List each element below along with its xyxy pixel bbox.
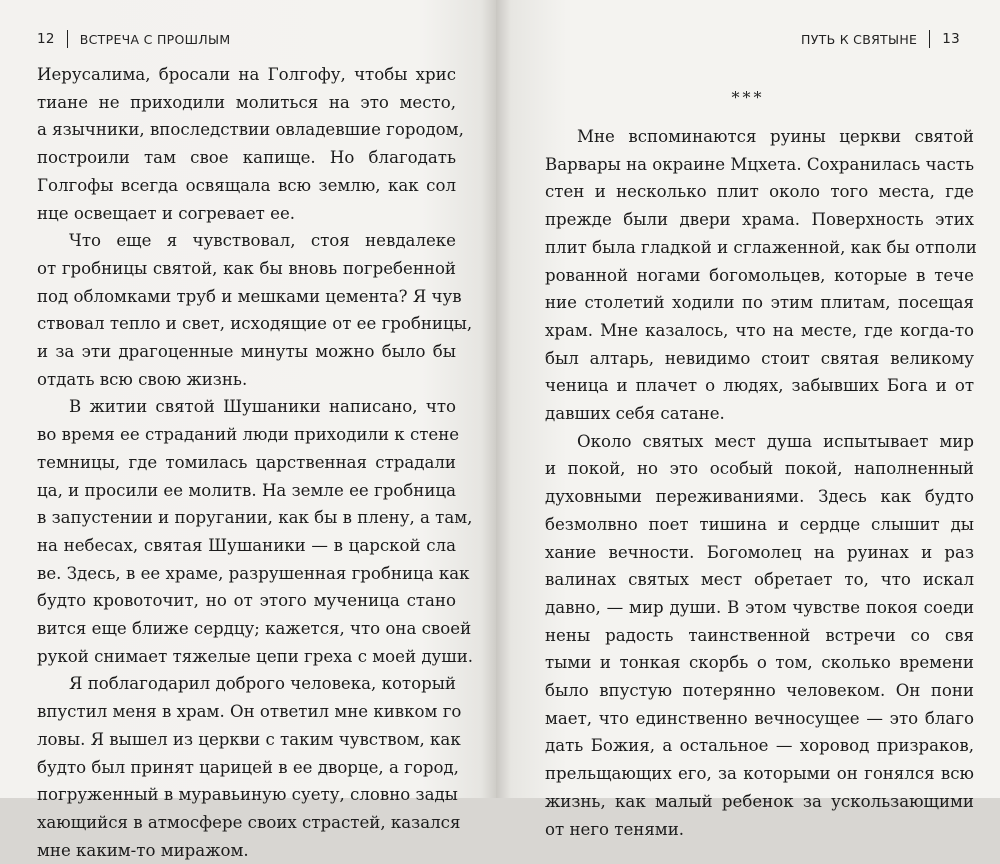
text-line: нце освещает и согревает ее. (37, 203, 296, 223)
text-line: Я поблагодарил доброго человека, который (69, 674, 456, 694)
paragraph (37, 393, 474, 670)
text-line: ченица и плачет о людях, забывших Бога и от (545, 376, 974, 396)
text-line: дать Божия, а остальное — хоровод призраков, (545, 736, 974, 756)
text-line: Мне вспоминаются руины церкви святой (577, 127, 974, 146)
text-line: ца, и просили ее молитв. На земле ее гробница (37, 480, 456, 500)
text-line: от него тенями. (545, 819, 685, 839)
text-line: в запустении и поругании, как бы в плену, а там, (37, 508, 473, 528)
text-line: ствовал тепло и свет, исходящие от ее гробницы, (37, 314, 473, 334)
text-line: Что еще я чувствовал, стоя невдалеке (69, 231, 456, 251)
text-line: будто был принят царицей в ее дворце, а город, (37, 757, 459, 777)
paragraph (545, 123, 977, 428)
text-line: а язычники, впоследствии овладевшие городом, (37, 120, 464, 140)
text-line: валинах святых мест обретает то, что искал (545, 570, 974, 590)
left-chapter-title: ВСТРЕЧА С ПРОШЛЫМ (79, 31, 231, 47)
text-line: мне каким-то миражом. (37, 840, 249, 860)
paragraph (37, 670, 462, 864)
text-line: во время ее страданий люди приходили к стене (37, 425, 460, 445)
text-line: безмолвно поет тишина и сердце слышит ды (545, 514, 974, 534)
text-line: прежде были двери храма. Поверхность этих (545, 210, 974, 230)
paragraph (545, 428, 974, 844)
text-line: впустил меня в храм. Он ответил мне кивком го (37, 702, 462, 722)
header-divider (67, 30, 68, 48)
text-line: Иерусалима, бросали на Голгофу, чтобы хрис (37, 65, 456, 84)
text-line: прельщающих его, за которыми он гонялся всю (545, 764, 974, 784)
text-line: под обломками труб и мешками цемента? Я чув (37, 286, 462, 306)
text-line: духовными переживаниями. Здесь как будто (545, 487, 974, 507)
text-line: тыми и тонкая скорбь о том, сколько времени (545, 653, 974, 673)
text-line: плит была гладкой и сглаженной, как бы отполи (545, 237, 977, 257)
right-body-text (545, 123, 977, 843)
text-line: и покой, но это особый покой, наполненный (545, 459, 974, 479)
text-line: нены радость таинственной встречи со свя (545, 625, 974, 645)
text-line: отдать всю свою жизнь. (37, 369, 248, 389)
left-page (0, 0, 496, 860)
text-line: ловы. Я вышел из церкви с таким чувством, как (37, 729, 461, 749)
left-running-head (37, 30, 230, 48)
text-line: давно, — мир души. В этом чувстве покоя соеди (545, 597, 974, 617)
paragraph (37, 61, 464, 227)
text-line: рованной ногами богомольцев, которые в тече (545, 265, 974, 285)
text-line: рукой снимает тяжелые цепи греха с моей души. (37, 646, 474, 666)
left-page-number: 12 (37, 31, 55, 47)
text-line: давших себя сатане. (545, 404, 725, 424)
text-line: вится еще ближе сердцу; кажется, что она своей (37, 619, 472, 639)
text-line: Около святых мест душа испытывает мир (577, 431, 974, 451)
text-line: мает, что единственно вечносущее — это благо (545, 708, 974, 728)
right-page (496, 0, 1000, 839)
text-line: будто кровоточит, но от этого мученица стано (37, 591, 456, 611)
left-body-text (37, 61, 474, 864)
text-line: было впустую потерянно человеком. Он пони (545, 681, 974, 701)
right-running-head (801, 30, 960, 48)
text-line: и за эти драгоценные минуты можно было бы (37, 342, 456, 362)
text-line: построили там свое капище. Но благодать (37, 148, 456, 168)
text-line: тиане не приходили молиться на это место, (37, 92, 456, 112)
text-line: храм. Мне казалось, что на месте, где когда-то (545, 320, 974, 340)
text-line: от гробницы святой, как бы вновь погребенной (37, 258, 456, 278)
header-divider (929, 30, 930, 48)
right-chapter-title: ПУТЬ К СВЯТЫНЕ (801, 31, 918, 47)
text-line: был алтарь, невидимо стоит святая великому (545, 348, 974, 368)
text-line: ве. Здесь, в ее храме, разрушенная гробница как (37, 563, 470, 583)
text-line: стен и несколько плит около того места, где (545, 182, 974, 202)
text-line: погруженный в муравьиную суету, словно зады (37, 785, 458, 805)
paragraph (37, 227, 473, 393)
text-line: хающийся в атмосфере своих страстей, казался (37, 812, 461, 832)
text-line: темницы, где томилась царственная страдали (37, 452, 456, 472)
right-page-number: 13 (942, 31, 960, 47)
text-line: хание вечности. Богомолец на руинах и раз (545, 542, 974, 562)
text-line: ние столетий ходили по этим плитам, посещая (545, 293, 974, 313)
text-line: на небесах, святая Шушаники — в царской сла (37, 535, 456, 555)
text-line: Варвары на окраине Мцхета. Сохранилась часть (545, 154, 974, 174)
section-separator: *** (731, 88, 765, 107)
text-line: В житии святой Шушаники написано, что (69, 397, 456, 417)
text-line: жизнь, как малый ребенок за ускользающими (545, 791, 974, 811)
text-line: Голгофы всегда освящала всю землю, как сол (37, 175, 456, 195)
